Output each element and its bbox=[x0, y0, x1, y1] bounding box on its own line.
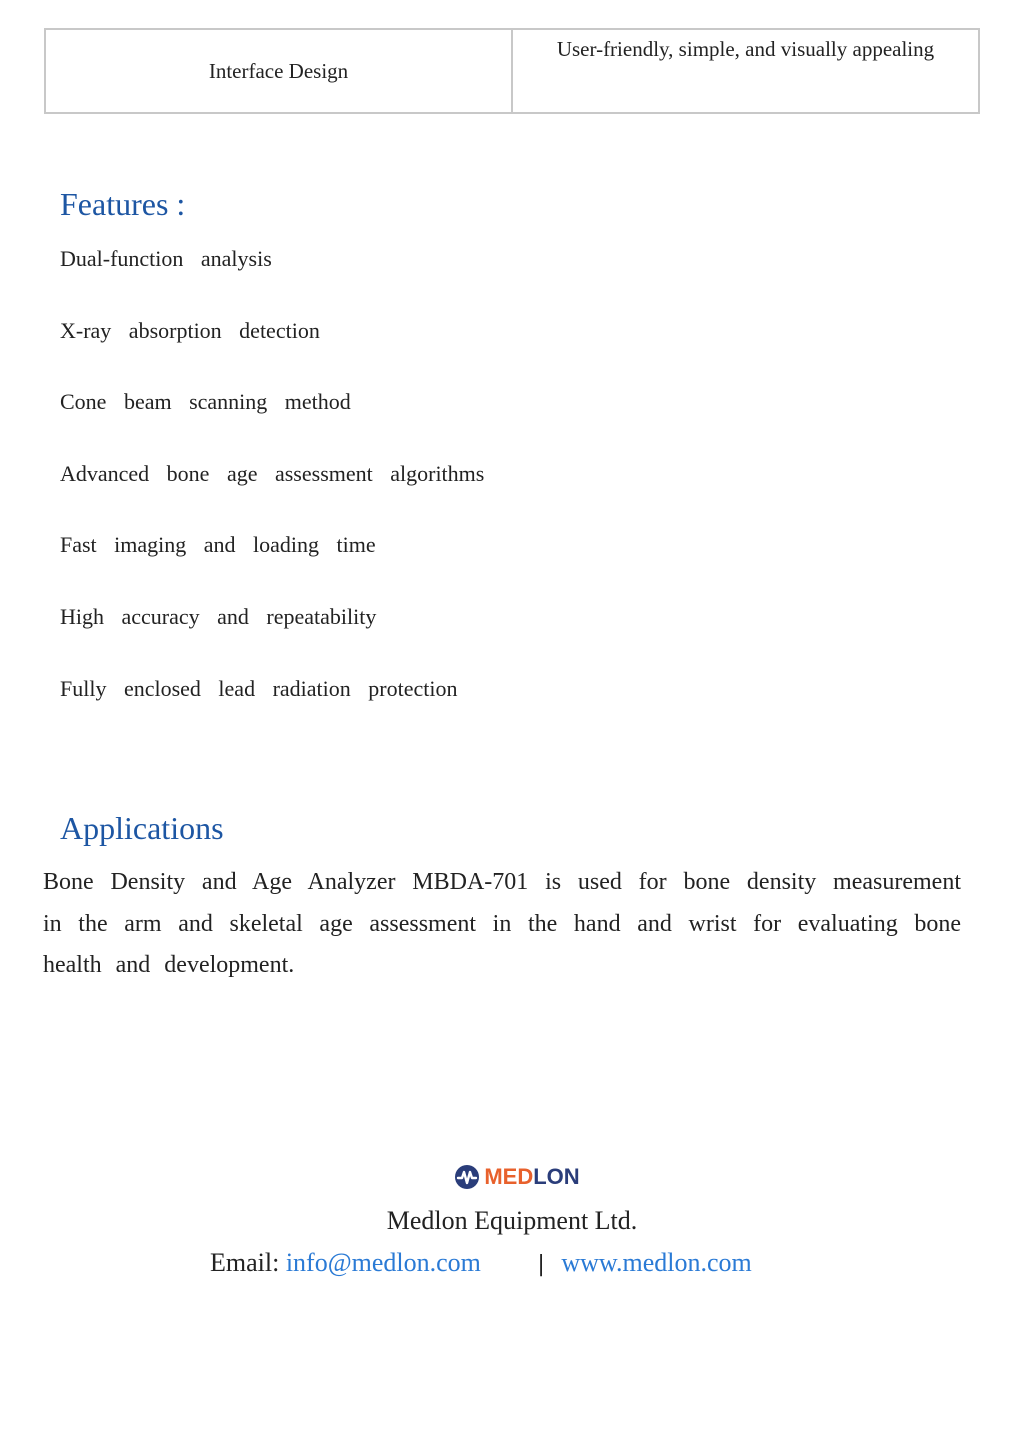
medlon-logo bbox=[454, 1160, 579, 1194]
feature-item: Fully enclosed lead radiation protection bbox=[60, 675, 458, 701]
logo-text-med: MED bbox=[484, 1164, 534, 1189]
feature-item: X-ray absorption detection bbox=[60, 317, 320, 343]
applications-heading: Applications bbox=[60, 810, 224, 846]
spec-value: User-friendly, simple, and visually appealing bbox=[512, 29, 979, 113]
spec-label: Interface Design bbox=[45, 29, 512, 113]
feature-item: High accuracy and repeatability bbox=[60, 603, 377, 629]
applications-text: Bone Density and Age Analyzer MBDA-701 is used for bone density measurement in the arm and skeletal age assessment in the hand and wrist for evaluating bone health and development. bbox=[43, 869, 961, 978]
feature-item: Cone beam scanning method bbox=[60, 389, 351, 415]
features-heading: Features : bbox=[60, 186, 186, 222]
footer bbox=[0, 1160, 1024, 1195]
spec-row bbox=[45, 29, 979, 113]
feature-item: Dual-function analysis bbox=[60, 246, 272, 271]
website-link[interactable]: www.medlon.com bbox=[561, 1248, 752, 1277]
contact-line bbox=[210, 1245, 752, 1283]
separator: | bbox=[537, 1252, 545, 1277]
spec-table bbox=[44, 28, 980, 114]
company-name: Medlon Equipment Ltd. bbox=[386, 1206, 638, 1235]
feature-item: Fast imaging and loading time bbox=[60, 532, 376, 558]
feature-list bbox=[60, 242, 484, 743]
logo-text-lon: LON bbox=[533, 1164, 580, 1189]
medlon-logo-icon bbox=[454, 1164, 480, 1190]
email-link[interactable]: info@medlon.com bbox=[285, 1248, 481, 1277]
feature-item: Advanced bone age assessment algorithms bbox=[60, 460, 485, 486]
email-label: Email: bbox=[210, 1248, 280, 1277]
